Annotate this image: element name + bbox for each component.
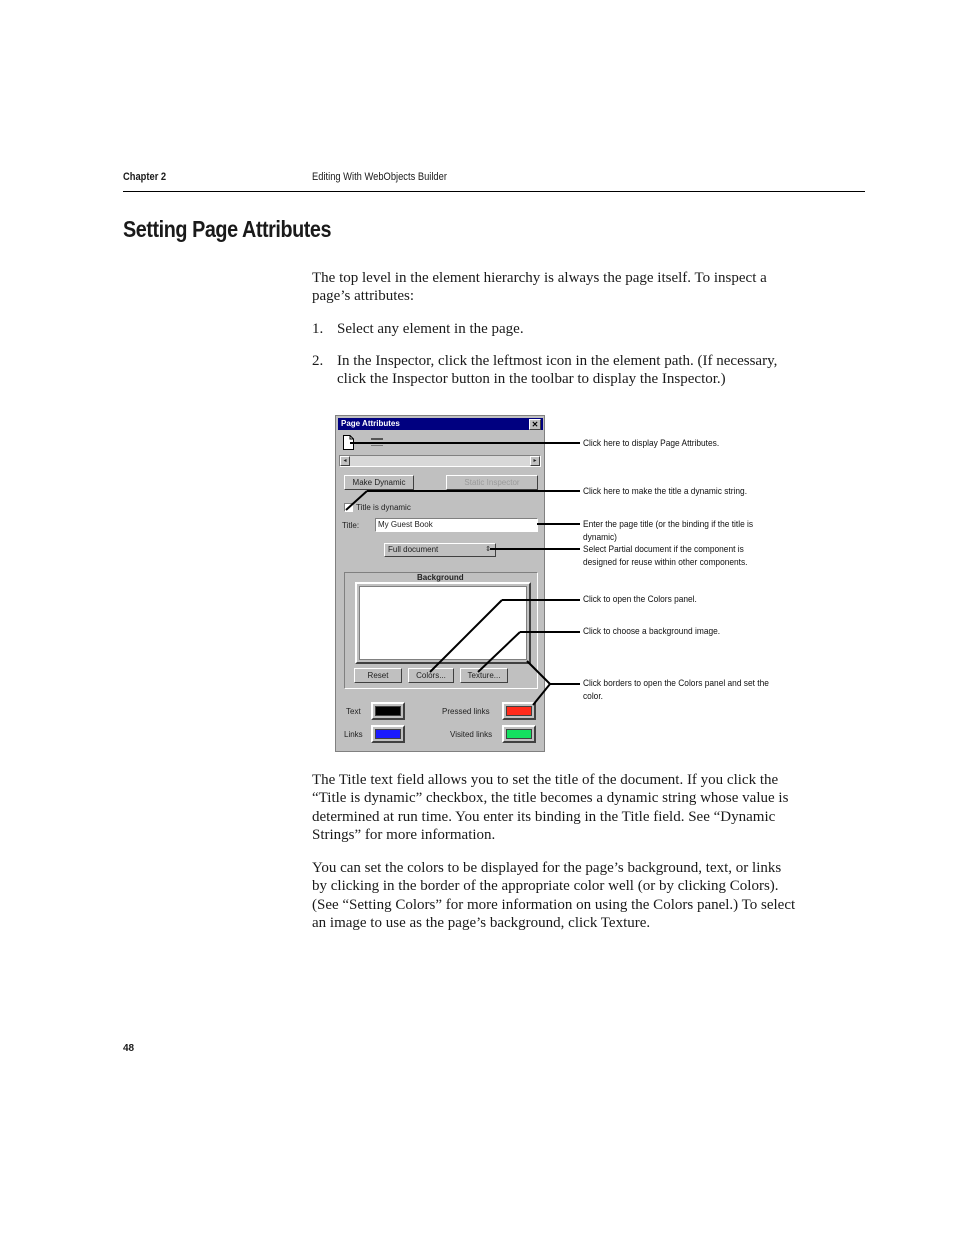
leader-colors-diag xyxy=(430,600,502,672)
reset-button[interactable]: Reset xyxy=(354,668,402,683)
step-number: 1. xyxy=(312,321,324,337)
background-label: Background xyxy=(417,573,464,582)
callout-partial-doc-2: designed for reuse within other components. xyxy=(583,557,748,568)
running-header-title: Editing With WebObjects Builder xyxy=(312,171,447,183)
step-text: Select any element in the page. xyxy=(337,321,524,337)
callout-colors-panel: Click to open the Colors panel. xyxy=(583,594,697,605)
title-label: Title: xyxy=(342,521,360,530)
text-color-label: Text xyxy=(346,707,361,716)
inspector-title: Page Attributes xyxy=(341,419,400,428)
callout-borders-2: color. xyxy=(583,691,603,702)
step-number: 2. xyxy=(312,353,324,369)
make-dynamic-button[interactable]: Make Dynamic xyxy=(344,475,414,490)
leader-checkbox-diag xyxy=(346,491,367,510)
links-color-label: Links xyxy=(344,730,363,739)
title-dynamic-label: Title is dynamic xyxy=(356,503,411,512)
page-number: 48 xyxy=(123,1043,135,1054)
callout-background-image: Click to choose a background image. xyxy=(583,626,721,637)
step-text: In the Inspector, click the leftmost icon in the element path. (If necessary, click the Inspector button in the toolbar to display the Inspector.) xyxy=(337,353,778,388)
callout-enter-title-1: Enter the page title (or the binding if the title is xyxy=(583,519,754,530)
callout-partial-doc-1: Select Partial document if the component is xyxy=(583,544,744,555)
document-type-value: Full document xyxy=(388,545,439,554)
visited-links-label: Visited links xyxy=(450,730,493,739)
callout-page-attributes: Click here to display Page Attributes. xyxy=(583,438,720,449)
texture-button[interactable]: Texture... xyxy=(460,668,508,683)
intro-paragraph: The top level in the element hierarchy is always the page itself. To inspect a page’s attributes: xyxy=(312,270,767,305)
close-icon[interactable]: ✕ xyxy=(529,419,541,430)
colors-button[interactable]: Colors... xyxy=(408,668,454,683)
callout-borders-1: Click borders to open the Colors panel and set the xyxy=(583,678,769,689)
callout-enter-title-2: dynamic) xyxy=(583,532,617,543)
section-title: Setting Page Attributes xyxy=(123,216,332,242)
leader-texture-diag xyxy=(478,632,520,672)
popup-arrow-icon: ⇕ xyxy=(485,546,491,553)
leader-border-upper xyxy=(527,661,550,684)
scroll-left-arrow-icon[interactable]: ◂ xyxy=(340,456,350,466)
leader-border-lower xyxy=(533,684,550,705)
callout-dynamic-title: Click here to make the title a dynamic string. xyxy=(583,486,748,497)
pressed-links-label: Pressed links xyxy=(442,707,490,716)
title-field-paragraph: The Title text field allows you to set the title of the document. If you click the “Title is dynamic” checkbox, the title becomes a dynamic string whose value is determined at run time. You enter its binding in the Title field. See “Dynamic Strings” for more information. xyxy=(312,772,789,843)
colors-paragraph: You can set the colors to be displayed for the page’s background, text, or links by clicking in the border of the appropriate color well (or by clicking Colors). (See “Setting Colors” for more information on using the Colors panel.) To select an image to use as the page’s background, click Texture. xyxy=(312,860,796,931)
scroll-right-arrow-icon[interactable]: ▸ xyxy=(530,456,540,466)
title-input-value: My Guest Book xyxy=(378,520,433,529)
running-header-chapter: Chapter 2 xyxy=(123,171,167,183)
static-inspector-button[interactable]: Static Inspector xyxy=(446,475,538,490)
